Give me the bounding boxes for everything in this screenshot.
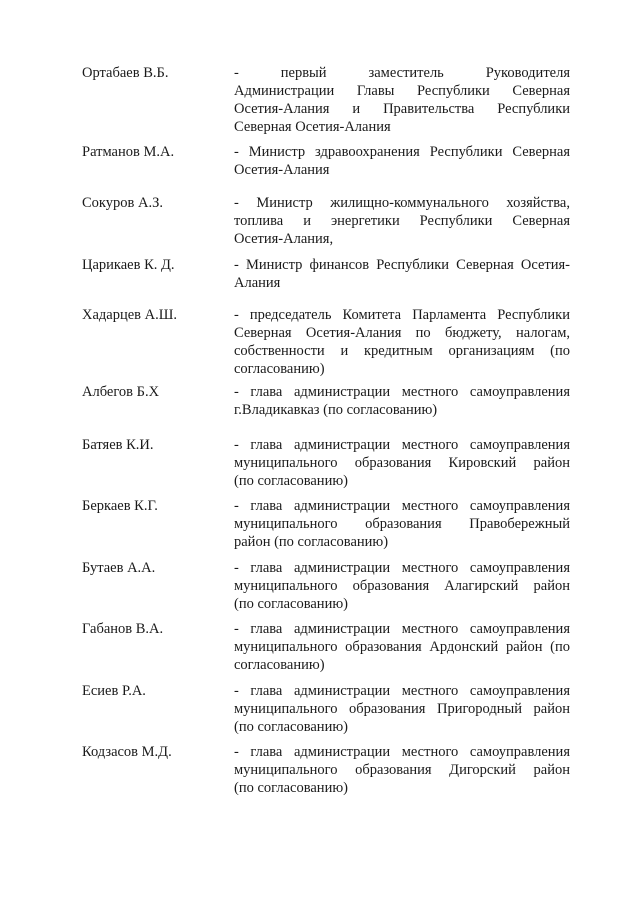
- position-line: Северная Осетия-Алания по бюджету, налогам,: [234, 325, 570, 341]
- member-position: [234, 559, 570, 613]
- member-position: [234, 256, 570, 292]
- position-line: - глава администрации местного самоуправления: [234, 560, 570, 576]
- position-line: - глава администрации местного самоуправления: [234, 683, 570, 699]
- member-position: [234, 743, 570, 797]
- position-line: Осетия-Алания,: [234, 231, 334, 247]
- position-line: согласованию): [234, 657, 325, 673]
- member-name: Албегов Б.Х: [82, 384, 160, 400]
- position-line: г.Владикавказ (по согласованию): [234, 402, 438, 418]
- position-line: - Министр жилищно-коммунального хозяйства,: [234, 195, 570, 211]
- position-line: - Министр здравоохранения Республики Северная: [234, 144, 570, 160]
- member-position: [234, 64, 570, 136]
- position-line: муниципального образования Алагирский район: [234, 578, 570, 594]
- position-line: - глава администрации местного самоуправления: [234, 621, 570, 637]
- member-position: [234, 497, 570, 551]
- position-line: Администрации Главы Республики Северная: [234, 83, 570, 99]
- position-line: муниципального образования Дигорский район: [234, 762, 570, 778]
- member-name: Есиев Р.А.: [82, 683, 146, 699]
- member-position: [234, 143, 570, 179]
- position-line: Осетия-Алания и Правительства Республики: [234, 101, 570, 117]
- position-line: район (по согласованию): [234, 534, 389, 550]
- position-line: собственности и кредитным организациям (по: [234, 343, 570, 359]
- position-line: Алания: [234, 275, 281, 291]
- position-line: - Министр финансов Республики Северная Осетия-: [234, 257, 570, 273]
- member-position: [234, 194, 570, 248]
- position-line: (по согласованию): [234, 780, 348, 796]
- position-line: муниципального образования Правобережный: [234, 516, 570, 532]
- member-name: Сокуров А.З.: [82, 195, 163, 211]
- position-line: Северная Осетия-Алания: [234, 119, 391, 135]
- position-line: (по согласованию): [234, 596, 348, 612]
- position-line: - председатель Комитета Парламента Республики: [234, 307, 570, 323]
- position-line: - глава администрации местного самоуправления: [234, 437, 570, 453]
- position-line: согласованию): [234, 361, 325, 377]
- position-line: Осетия-Алания: [234, 162, 330, 178]
- member-name: Беркаев К.Г.: [82, 498, 158, 514]
- position-line: - глава администрации местного самоуправления: [234, 498, 570, 514]
- member-name: Ратманов М.А.: [82, 144, 175, 160]
- member-name: Бутаев А.А.: [82, 560, 156, 576]
- member-name: Ортабаев В.Б.: [82, 65, 169, 81]
- member-name: Царикаев К. Д.: [82, 257, 175, 273]
- position-line: - первый заместитель Руководителя: [234, 65, 570, 81]
- position-line: муниципального образования Кировский район: [234, 455, 570, 471]
- position-line: - глава администрации местного самоуправления: [234, 384, 570, 400]
- position-line: (по согласованию): [234, 473, 348, 489]
- member-name: Хадарцев А.Ш.: [82, 307, 177, 323]
- position-line: муниципального образования Пригородный район: [234, 701, 570, 717]
- member-position: [234, 436, 570, 490]
- member-position: [234, 620, 570, 674]
- member-position: [234, 682, 570, 736]
- member-name: Габанов В.А.: [82, 621, 164, 637]
- position-line: - глава администрации местного самоуправления: [234, 744, 570, 760]
- member-name: Батяев К.И.: [82, 437, 154, 453]
- position-line: (по согласованию): [234, 719, 348, 735]
- member-name: Кодзасов М.Д.: [82, 744, 172, 760]
- position-line: топлива и энергетики Республики Северная: [234, 213, 570, 229]
- member-position: [234, 306, 570, 378]
- position-line: муниципального образования Ардонский район (по: [234, 639, 570, 655]
- member-position: [234, 383, 570, 419]
